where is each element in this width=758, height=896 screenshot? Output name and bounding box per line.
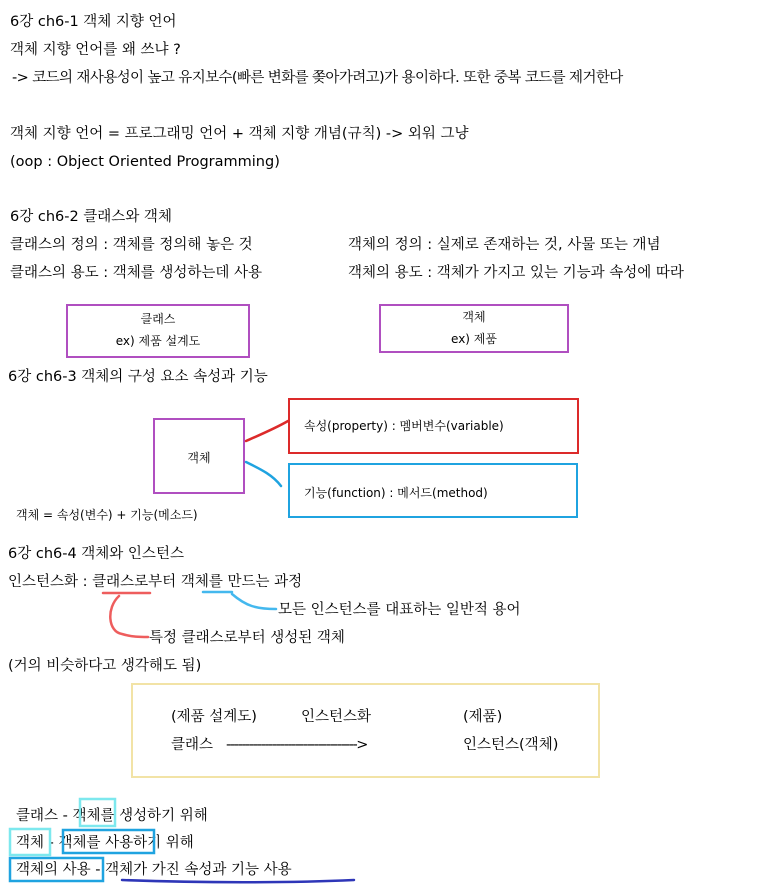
class-box-example: ex) 제품 설계도 <box>115 334 201 348</box>
object-center-label: 객체 <box>187 451 211 465</box>
function-connector <box>246 462 281 486</box>
summary-line-1-object: 객체 <box>72 808 101 824</box>
summary-line-2-object: 객체 <box>16 835 45 851</box>
diagram-instantiation-label: 인스턴스화 <box>301 709 372 725</box>
diagram-instance-label: 인스턴스(객체) <box>463 737 559 753</box>
instantiation-prefix: 인스턴스화 : <box>8 574 93 590</box>
object-composition-summary: 객체 = 속성(변수) + 기능(메소드) <box>16 508 198 522</box>
instantiation-class-word: 클래스 <box>92 574 135 590</box>
oop-abbreviation: (oop : Object Oriented Programming) <box>10 154 280 170</box>
summary-line-1-purpose: 를 생성하기 위해 <box>100 808 208 824</box>
oop-answer: -> 코드의 재사용성이 높고 유지보수(빠른 변화를 쫒아가려고)가 용이하다. 또한 중복 코드를 제거한다 <box>12 70 623 86</box>
summary-line-3-dash: - <box>90 862 106 878</box>
detail-underline <box>122 880 354 882</box>
highlight-object-2 <box>10 829 50 855</box>
section-2-title: 6강 ch6-2 클래스와 객체 <box>10 209 172 225</box>
object-to-note-curve <box>232 594 276 609</box>
object-box-label: 객체 <box>462 310 486 324</box>
diagram-product-label: (제품) <box>463 709 503 725</box>
highlight-object-1 <box>80 799 115 826</box>
class-definition: 클래스의 정의 : 객체를 정의해 놓은 것 <box>10 237 253 253</box>
object-usage: 객체의 용도 : 객체가 가지고 있는 기능과 속성에 따라 <box>348 265 684 281</box>
instantiation-object-word: 객체 <box>180 574 209 590</box>
highlight-object-usage <box>10 858 106 881</box>
oop-definition: 객체 지향 언어 = 프로그래밍 언어 + 객체 지향 개념(규칙) -> 외워 그냥 <box>10 126 469 142</box>
class-box-label: 클래스 <box>140 312 176 326</box>
object-definition: 객체의 정의 : 실제로 존재하는 것, 사물 또는 개념 <box>348 237 661 253</box>
diagram-blueprint-label: (제품 설계도) <box>171 709 257 725</box>
summary-line-3-detail: 객체가 가진 속성과 기능 사용 <box>105 862 292 878</box>
class-annotation-note: 특정 클래스로부터 생성된 객체 <box>149 630 345 646</box>
object-box-example: ex) 제품 <box>451 332 497 346</box>
instantiation-suffix: 를 만드는 과정 <box>208 574 303 590</box>
oop-question: 객체 지향 언어를 왜 쓰냐 ? <box>10 42 181 58</box>
similarity-note: (거의 비슷하다고 생각해도 됨) <box>8 658 202 674</box>
class-usage: 클래스의 용도 : 객체를 생성하는데 사용 <box>10 265 263 281</box>
section-1-title: 6강 ch6-1 객체 지향 언어 <box>10 14 177 30</box>
property-connector <box>246 421 288 441</box>
property-label: 속성(property) : 멤버변수(variable) <box>304 419 504 433</box>
section-3-title: 6강 ch6-3 객체의 구성 요소 속성과 기능 <box>8 369 268 385</box>
summary-line-1-class: 클래스 - <box>16 808 73 824</box>
function-label: 기능(function) : 메서드(method) <box>304 486 488 500</box>
summary-line-2-dash: - <box>44 835 59 851</box>
object-annotation-note: 모든 인스턴스를 대표하는 일반적 용어 <box>278 602 521 618</box>
summary-line-2-purpose: 하기 위해 <box>133 835 194 851</box>
summary-line-3-usage: 객체의 사용 <box>16 862 91 878</box>
diagram-arrow: ----------------------------------> <box>226 737 368 753</box>
diagram-class-label: 클래스 <box>171 737 214 753</box>
section-4-title: 6강 ch6-4 객체와 인스턴스 <box>8 546 184 562</box>
instantiation-mid: 로부터 <box>134 574 181 590</box>
highlight-object-use <box>63 830 154 853</box>
summary-line-2-use: 객체를 사용 <box>58 835 134 851</box>
class-to-note-curve <box>110 596 148 637</box>
